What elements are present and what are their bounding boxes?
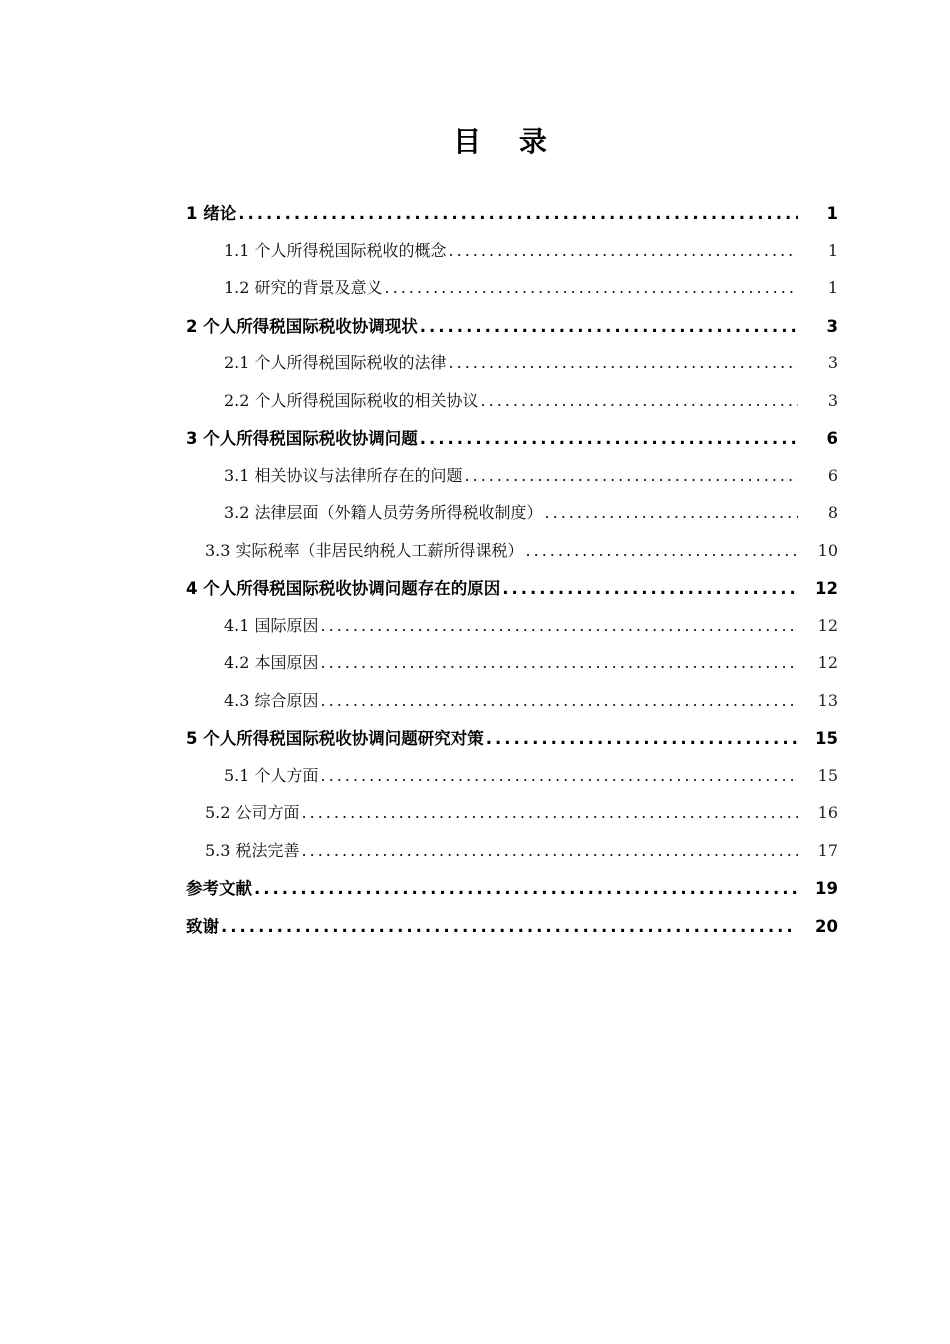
- toc-entry-page-number: 3: [827, 390, 838, 410]
- toc-entry-page-number: 6: [826, 429, 838, 448]
- page-title: 目 录: [453, 125, 561, 158]
- dot-leader: [420, 317, 798, 336]
- toc-entry-label: 4 个人所得税国际税收协调问题存在的原因: [186, 579, 501, 598]
- toc-entry-section-5-3[interactable]: [186, 838, 838, 876]
- dot-leader: [321, 616, 798, 635]
- toc-entry-page-number: 13: [817, 690, 838, 710]
- dot-leader: [385, 278, 798, 297]
- toc-entry-section-2-1[interactable]: [186, 350, 838, 388]
- toc-entry-page-number: 6: [827, 465, 838, 485]
- toc-entry-label: 2.2 个人所得税国际税收的相关协议: [224, 390, 479, 410]
- toc-entry-page-number: 1: [827, 278, 838, 297]
- toc-entry-label: 5.1 个人方面: [224, 765, 319, 785]
- toc-entry-page-number: 17: [817, 840, 838, 860]
- toc-entry-label: 1.1 个人所得税国际税收的概念: [224, 240, 447, 260]
- dot-leader: [465, 466, 798, 485]
- toc-entry-section-5-2[interactable]: [186, 800, 838, 838]
- toc-entry-label: 3.2 法律层面（外籍人员劳务所得税收制度）: [224, 503, 543, 522]
- toc-entry-label: 2.1 个人所得税国际税收的法律: [224, 353, 447, 372]
- toc-entry-label: 5 个人所得税国际税收协调问题研究对策: [186, 729, 484, 748]
- toc-entry-label: 4.2 本国原因: [224, 653, 319, 672]
- toc-entry-section-4-2[interactable]: [186, 650, 838, 688]
- dot-leader: [254, 879, 797, 898]
- toc-entry-page-number: 15: [817, 765, 838, 785]
- toc-entry-label: 3 个人所得税国际税收协调问题: [186, 429, 418, 448]
- toc-entry-page-number: 8: [827, 503, 838, 522]
- dot-leader: [486, 729, 797, 748]
- toc-entry-label: 1.2 研究的背景及意义: [224, 278, 383, 297]
- toc-entry-section-1-2[interactable]: [186, 275, 838, 313]
- toc-entry-chapter-3[interactable]: [186, 425, 838, 463]
- toc-entry-page-number: 12: [817, 615, 838, 635]
- toc-entry-section-4-3[interactable]: [186, 688, 838, 726]
- dot-leader: [449, 353, 798, 372]
- dot-leader: [321, 691, 798, 710]
- toc-entry-section-3-3[interactable]: [186, 538, 838, 576]
- toc-entry-label: 3.1 相关协议与法律所存在的问题: [224, 465, 463, 485]
- dot-leader: [302, 803, 798, 822]
- toc-entry-page-number: 12: [817, 653, 838, 672]
- toc-entry-page-number: 12: [815, 579, 838, 598]
- toc-entry-chapter-4[interactable]: [186, 575, 838, 613]
- toc-entry-label: 2 个人所得税国际税收协调现状: [186, 316, 418, 336]
- toc-entry-references[interactable]: [186, 875, 838, 913]
- dot-leader: [526, 541, 798, 560]
- dot-leader: [545, 503, 798, 522]
- toc-entry-page-number: 3: [826, 316, 838, 336]
- toc-entry-label: 4.3 综合原因: [224, 690, 319, 710]
- toc-entry-page-number: 1: [827, 240, 838, 260]
- dot-leader: [302, 841, 798, 860]
- toc-entry-label: 5.3 税法完善: [205, 840, 300, 860]
- toc-entry-page-number: 16: [817, 803, 838, 822]
- toc-entry-page-number: 1: [826, 204, 838, 223]
- dot-leader: [221, 917, 797, 936]
- toc-entry-page-number: 15: [815, 729, 838, 748]
- dot-leader: [420, 429, 798, 448]
- toc-entry-page-number: 19: [815, 879, 838, 898]
- toc-entry-page-number: 3: [827, 353, 838, 372]
- toc-entry-label: 3.3 实际税率（非居民纳税人工薪所得课税）: [205, 540, 524, 560]
- toc-entry-chapter-5[interactable]: [186, 725, 838, 763]
- toc-entry-section-2-2[interactable]: [186, 388, 838, 426]
- toc-entry-section-5-1[interactable]: [186, 763, 838, 801]
- dot-leader: [321, 653, 798, 672]
- toc-entry-section-4-1[interactable]: [186, 613, 838, 651]
- toc-entry-section-3-2[interactable]: [186, 500, 838, 538]
- dot-leader: [321, 766, 798, 785]
- toc-entry-page-number: 20: [815, 916, 838, 936]
- toc-entry-acknowledgements[interactable]: [186, 913, 838, 951]
- toc-entry-label: 参考文献: [186, 879, 252, 898]
- toc-entry-label: 4.1 国际原因: [224, 615, 319, 635]
- dot-leader: [238, 204, 798, 223]
- toc-entry-label: 5.2 公司方面: [205, 803, 300, 822]
- toc-entry-section-3-1[interactable]: [186, 463, 838, 501]
- dot-leader: [481, 391, 798, 410]
- toc-entry-chapter-1[interactable]: [186, 200, 838, 238]
- toc-entry-label: 致谢: [186, 916, 219, 936]
- toc-entry-page-number: 10: [817, 540, 838, 560]
- toc-entry-label: 1 绪论: [186, 204, 237, 223]
- toc-entry-chapter-2[interactable]: [186, 313, 838, 351]
- table-of-contents: [186, 200, 838, 950]
- dot-leader: [502, 579, 797, 598]
- dot-leader: [449, 241, 798, 260]
- toc-entry-section-1-1[interactable]: [186, 238, 838, 276]
